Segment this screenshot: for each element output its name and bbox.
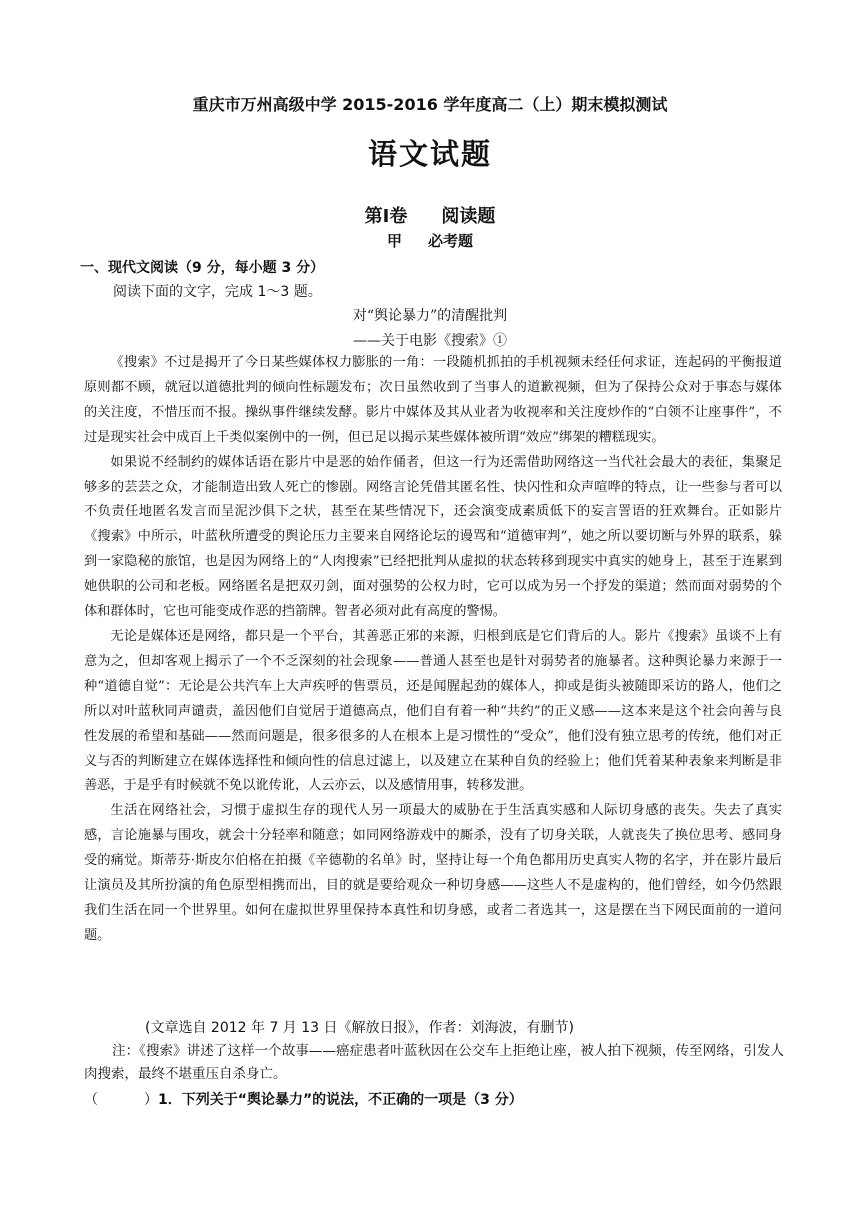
school-exam-title: 重庆市万州高级中学 2015-2016 学年度高二（上）期末模拟测试 — [192, 95, 668, 114]
answer-paren-open: （ — [84, 1092, 98, 1108]
part-name: 必考题 — [428, 232, 474, 250]
volume-label: 第Ⅰ卷 — [364, 206, 408, 227]
section-title: 一、现代文阅读（9 分，每小题 3 分） — [80, 260, 325, 276]
article-body — [84, 351, 782, 949]
section-instruction: 阅读下面的文字，完成 1～3 题。 — [113, 284, 322, 300]
part-heading — [0, 230, 860, 251]
article-paragraph: 生活在网络社会，习惯于虚拟生存的现代人另一项最大的威胁在于生活真实感和人际切身感的丧失。失去了真实感，言论施暴与围攻，就会十分轻率和随意；如同网络游戏中的厮杀，没有了切身关联，人就丧失了换位思考、感同身受的痛觉。斯蒂芬·斯皮尔伯格在拍摄《辛德勒的名单》时，坚持让每一个角色都用历史真实人物的名字，并在影片最后让演员及其所扮演的角色原型相携而出，目的就是要给观众一种切身感——这些人不是虚构的，他们曾经，如今仍然跟我们生活在同一个世界里。如何在虚拟世界里保持本真性和切身感，或者二者选其一，这是摆在当下网民面前的一道问题。 — [84, 803, 782, 943]
part-label: 甲 — [386, 232, 402, 250]
article-note — [84, 1040, 784, 1086]
question-text: 1．下列关于“舆论暴力”的说法，不正确的一项是（3 分） — [158, 1092, 523, 1108]
note-label: 注： — [112, 1043, 140, 1059]
volume-heading — [0, 202, 860, 228]
subject-title: 语文试题 — [367, 137, 492, 171]
answer-paren-close: ） — [144, 1092, 158, 1108]
volume-name: 阅读题 — [441, 206, 496, 227]
article-paragraph: 《搜索》不过是揭开了今日某些媒体权力膨胀的一角：一段随机抓拍的手机视频未经任何求证，连起码的平衡报道原则都不顾，就冠以道德批判的倾向性标题发布；次日虽然收到了当事人的道歉视频，但为了保持公众对于事态与媒体的关注度，不惜压而不报。操纵事件继续发酵。影片中媒体及其从业者为收视率和关注度炒作的“白领不让座事件”，不过是现实社会中成百上千类似案例中的一例，但已足以揭示某些媒体被所谓“效应”绑架的糟糕现实。 — [84, 355, 782, 445]
article-title: 对“舆论暴力”的清醒批判 — [352, 308, 508, 324]
article-source: (文章选自 2012 年 7 月 13 日《解放日报》，作者：刘海波，有删节) — [145, 1020, 574, 1036]
article-paragraph: 如果说不经制约的媒体话语在影片中是恶的始作俑者，但这一行为还需借助网络这一当代社会最大的表征，集聚足够多的芸芸之众，才能制造出致人死亡的惨剧。网络言论凭借其匿名性、快闪性和众声喧哗的特点，让一些参与者可以不负责任地匿名发言而呈泥沙俱下之状，甚至在某些情况下，还会演变成素质低下的妄言詈语的狂欢舞台。正如影片《搜索》中所示，叶蓝秋所遭受的舆论压力主要来自网络论坛的谩骂和“道德审判”，她之所以要切断与外界的联系，躲到一家隐秘的旅馆，也是因为网络上的“人肉搜索”已经把批判从虚拟的状态转移到现实中真实的她身上，甚至于连累到她供职的公司和老板。网络匿名是把双刃剑，面对强势的公权力时，它可以成为另一个抒发的渠道；然而面对弱势的个体和群体时，它也可能变成作恶的挡箭牌。智者必须对此有高度的警惕。 — [84, 454, 782, 620]
article-paragraph: 无论是媒体还是网络，都只是一个平台，其善恶正邪的来源，归根到底是它们背后的人。影片《搜索》虽谈不上有意为之，但却客观上揭示了一个不乏深刻的社会现象——普通人甚至也是针对弱势者的施暴者。这种舆论暴力来源于一种“道德自觉”：无论是公共汽车上大声疾呼的售票员，还是闻腥起劲的媒体人，抑或是街头被随即采访的路人，他们之所以对叶蓝秋同声谴责，盖因他们自觉居于道德高点，他们自有着一种“共约”的正义感——这本来是这个社会向善与良性发展的希望和基础——然而问题是，很多很多的人在根本上是习惯性的“受众”，他们没有独立思考的传统，他们对正义与否的判断建立在媒体选择性和倾向性的信息过滤上，以及建立在某种自负的经验上；他们凭着某种表象来判断是非善恶，于是乎有时候就不免以讹传讹，人云亦云，以及感情用事，转移发泄。 — [84, 628, 782, 794]
article-subtitle: ——关于电影《搜索》① — [353, 333, 507, 349]
question-1 — [84, 1089, 523, 1109]
note-text: 《搜索》讲述了这样一个故事——癌症患者叶蓝秋因在公交车上拒绝让座，被人拍下视频，传至网络，引发人肉搜索，最终不堪重压自杀身亡。 — [84, 1043, 784, 1082]
